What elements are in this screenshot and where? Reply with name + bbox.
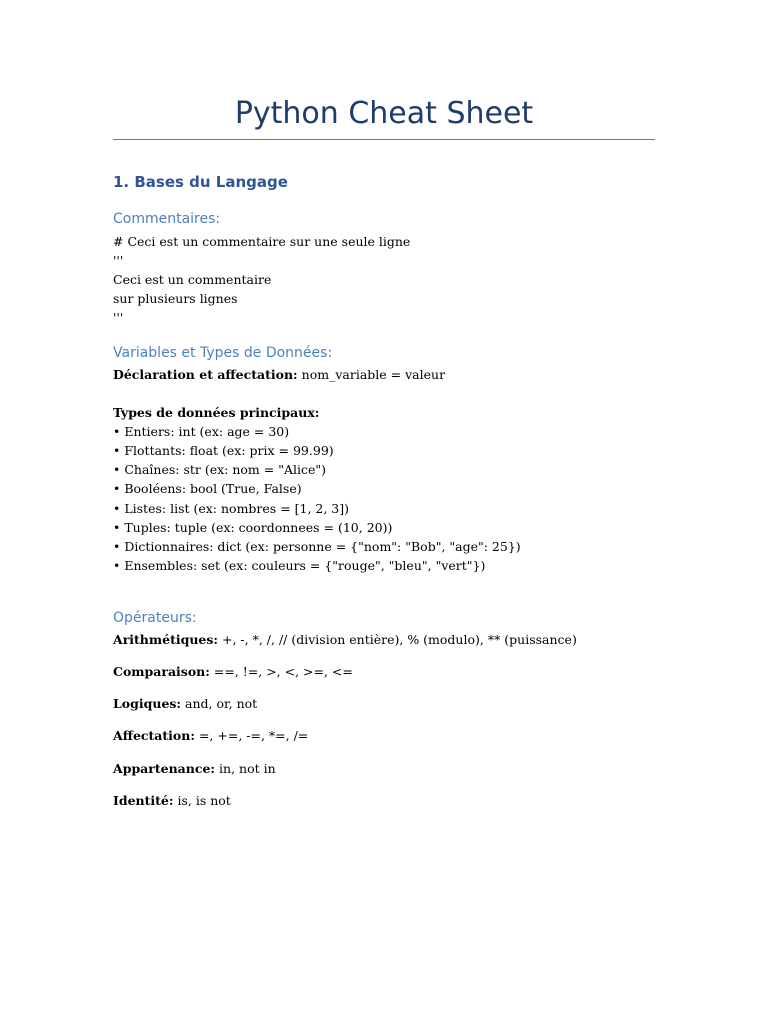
type-item: • Chaînes: str (ex: nom = "Alice") xyxy=(113,462,327,477)
comment-line: sur plusieurs lignes xyxy=(113,291,238,306)
operator-item xyxy=(113,694,673,713)
types-label-text: Types de données principaux: xyxy=(113,405,320,420)
operator-value: ==, !=, >, <, >=, <= xyxy=(213,664,353,679)
operator-value: =, +=, -=, *=, /= xyxy=(198,728,309,743)
type-item: • Booléens: bool (True, False) xyxy=(113,481,302,496)
operator-item xyxy=(113,726,673,745)
operator-label: Appartenance: xyxy=(113,761,216,776)
operator-label: Identité: xyxy=(113,793,174,808)
operator-item xyxy=(113,759,673,778)
operator-value: in, not in xyxy=(219,761,276,776)
operator-label: Logiques: xyxy=(113,696,182,711)
operators-heading: Opérateurs: xyxy=(113,610,197,626)
types-label xyxy=(113,403,673,422)
comment-line: ''' xyxy=(113,310,124,325)
type-item: • Tuples: tuple (ex: coordonnees = (10, 20)) xyxy=(113,520,393,535)
operator-label: Affectation: xyxy=(113,728,195,743)
comment-line: # Ceci est un commentaire sur une seule ligne xyxy=(113,234,411,249)
operator-label: Comparaison: xyxy=(113,664,210,679)
operator-value: is, is not xyxy=(177,793,231,808)
type-item: • Flottants: float (ex: prix = 99.99) xyxy=(113,443,334,458)
title-divider xyxy=(113,139,655,140)
operator-value: and, or, not xyxy=(185,696,258,711)
variables-heading: Variables et Types de Données: xyxy=(113,345,333,361)
type-item: • Listes: list (ex: nombres = [1, 2, 3]) xyxy=(113,501,350,516)
operator-value: +, -, *, /, // (division entière), % (modulo), ** (puissance) xyxy=(222,632,577,647)
declaration-value: nom_variable = valeur xyxy=(301,367,446,382)
type-item: • Ensembles: set (ex: couleurs = {"rouge", "bleu", "vert"}) xyxy=(113,558,486,573)
comments-heading: Commentaires: xyxy=(113,211,221,227)
operator-item xyxy=(113,791,673,810)
operator-item xyxy=(113,662,673,681)
operator-label: Arithmétiques: xyxy=(113,632,219,647)
operator-item xyxy=(113,630,673,649)
type-item: • Entiers: int (ex: age = 30) xyxy=(113,424,290,439)
type-item: • Dictionnaires: dict (ex: personne = {"nom": "Bob", "age": 25}) xyxy=(113,539,521,554)
declaration-line xyxy=(113,365,673,384)
comment-line: Ceci est un commentaire xyxy=(113,272,272,287)
page-title: Python Cheat Sheet xyxy=(234,96,534,131)
declaration-label: Déclaration et affectation: xyxy=(113,367,298,382)
section-heading: 1. Bases du Langage xyxy=(113,173,288,191)
comment-line: ''' xyxy=(113,253,124,268)
